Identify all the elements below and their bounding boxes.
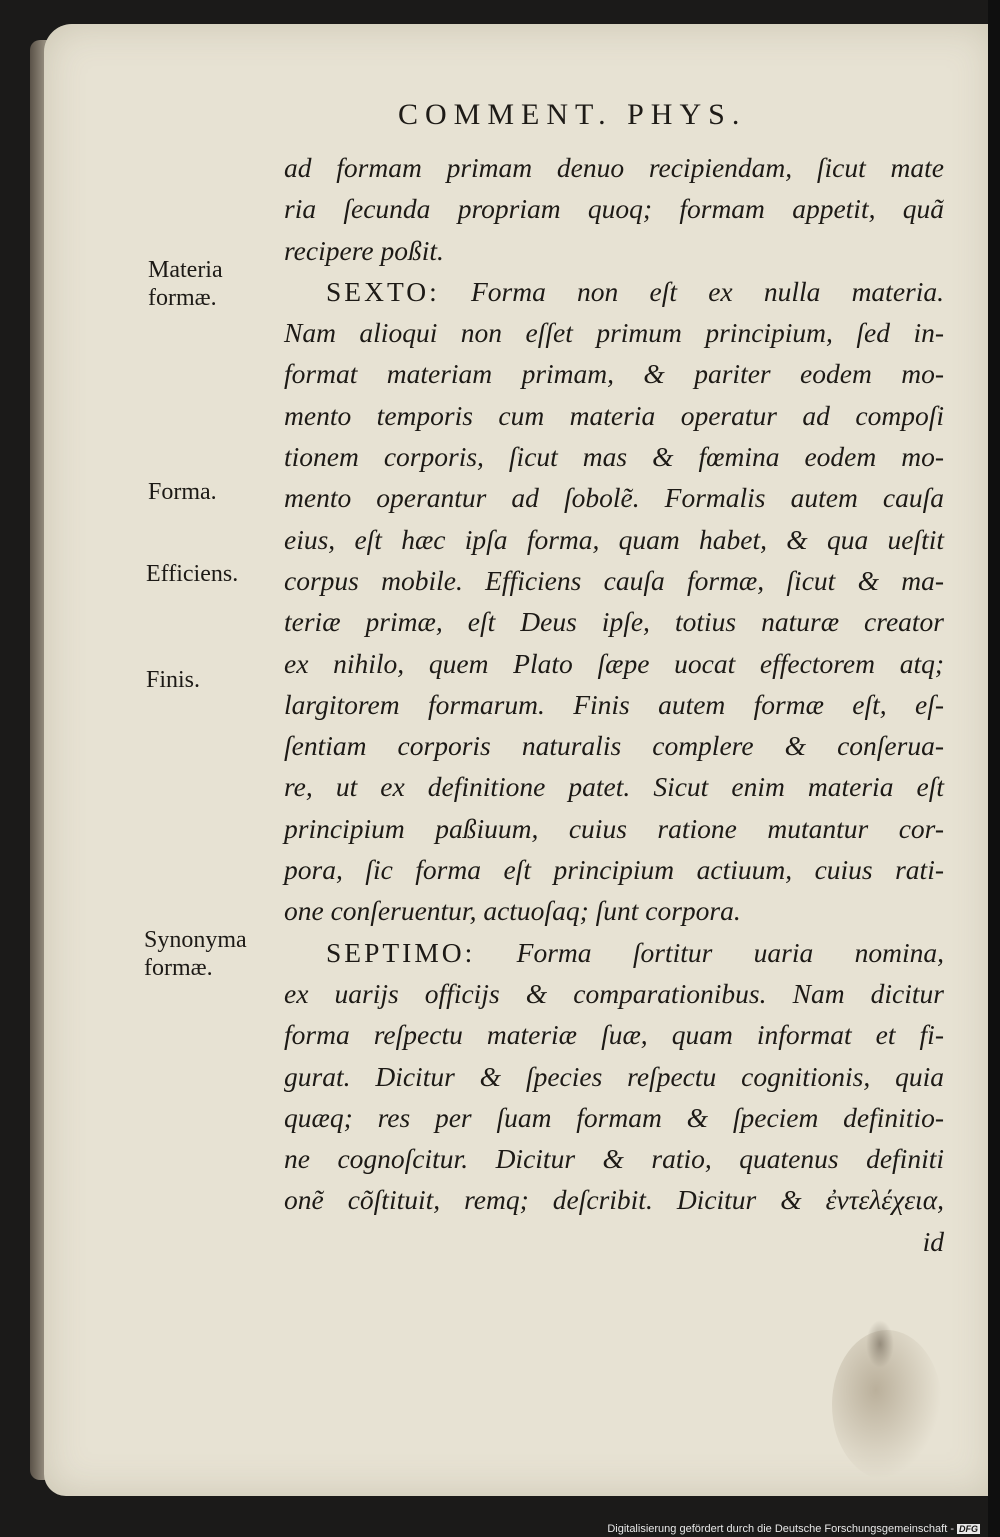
text-line: ſentiam corporis naturalis complere & conſerua- bbox=[284, 730, 944, 762]
dfg-logo: DFG bbox=[959, 1524, 978, 1534]
text-line: quæq; res per ſuam formam & ſpeciem definitio- bbox=[284, 1101, 944, 1133]
marginal-note-text: Efficiens. bbox=[146, 561, 239, 587]
text-line: teriæ primæ, eſt Deus ipſe, totius naturæ creator bbox=[284, 606, 944, 638]
text-line: ad formam primam denuo recipiendam, ſicut mate bbox=[284, 152, 944, 183]
text-line: format materiam primam, & pariter eodem mo- bbox=[284, 358, 944, 390]
marginal-note-synonyma bbox=[144, 926, 247, 982]
marginal-note-materia bbox=[148, 256, 223, 312]
marginal-note-text: Materia formæ. bbox=[148, 257, 223, 311]
text-line: gurat. Dicitur & ſpecies reſpectu cognitionis, quia bbox=[284, 1060, 944, 1092]
text-line: corpus mobile. Efficiens cauſa formæ, ſicut & ma- bbox=[284, 564, 944, 596]
digitization-credit bbox=[607, 1523, 980, 1535]
text-line-section-septimo bbox=[284, 932, 944, 973]
text-line: largitorem formarum. Finis autem formæ eſt, eſ- bbox=[284, 688, 944, 720]
marginal-note-forma bbox=[148, 478, 217, 506]
page-stain-spot bbox=[866, 1320, 894, 1368]
text-line: ria ſecunda propriam quoq; formam appetit, quã bbox=[284, 193, 944, 225]
body-text bbox=[284, 147, 944, 1262]
running-head: COMMENT. PHYS. bbox=[398, 98, 747, 131]
section-opener-rest: Forma ſortitur uaria nomina, bbox=[475, 936, 944, 968]
credit-text: Digitalisierung gefördert durch die Deutsche Forschungsgemeinschaft - bbox=[607, 1523, 954, 1535]
section-opener-rest: Forma non eſt ex nulla materia. bbox=[439, 275, 944, 307]
text-line: ex uarijs officijs & comparationibus. Nam dicitur bbox=[284, 977, 944, 1009]
text-line: ex nihilo, quem Plato ſæpe uocat effectorem atq; bbox=[284, 647, 944, 679]
catchword: id bbox=[922, 1225, 944, 1257]
text-line: pora, ſic forma eſt principium actiuum, cuius rati- bbox=[284, 854, 944, 886]
text-line: principium paßiuum, cuius ratione mutantur cor- bbox=[284, 812, 944, 844]
section-opener: SEXTO: bbox=[326, 275, 440, 307]
text-line: mento temporis cum materia operatur ad compoſi bbox=[284, 399, 944, 431]
marginal-note-text: Forma. bbox=[148, 479, 217, 505]
marginal-note-finis bbox=[146, 666, 200, 694]
text-line: one conſeruentur, actuoſaq; ſunt corpora. bbox=[284, 895, 741, 927]
section-opener: SEPTIMO: bbox=[326, 936, 476, 968]
text-line: Nam alioqui non eſſet primum principium, ſed in- bbox=[284, 317, 944, 349]
binding-strip bbox=[988, 0, 1000, 1537]
marginal-note-text: Synonyma formæ. bbox=[144, 927, 247, 981]
marginal-note-text: Finis. bbox=[146, 667, 201, 693]
text-line: recipere poßit. bbox=[284, 234, 444, 266]
text-line-section-sexto bbox=[284, 271, 944, 312]
text-line: ne cognoſcitur. Dicitur & ratio, quatenus definiti bbox=[284, 1143, 944, 1175]
text-line: eius, eſt hæc ipſa forma, quam habet, & qua ueſtit bbox=[284, 523, 944, 555]
text-line: forma reſpectu materiæ ſuæ, quam informat et fi- bbox=[284, 1019, 944, 1051]
text-line: mento operantur ad ſobolẽ. Formalis autem cauſa bbox=[284, 482, 944, 514]
marginal-note-efficiens bbox=[146, 560, 238, 588]
text-line: onẽ cõſtituit, remq; deſcribit. Dicitur & ἐντελέχεια, bbox=[284, 1184, 944, 1216]
text-line: tionem corporis, ſicut mas & fœmina eodem mo- bbox=[284, 441, 944, 473]
text-line: re, ut ex definitione patet. Sicut enim materia eſt bbox=[284, 771, 944, 803]
